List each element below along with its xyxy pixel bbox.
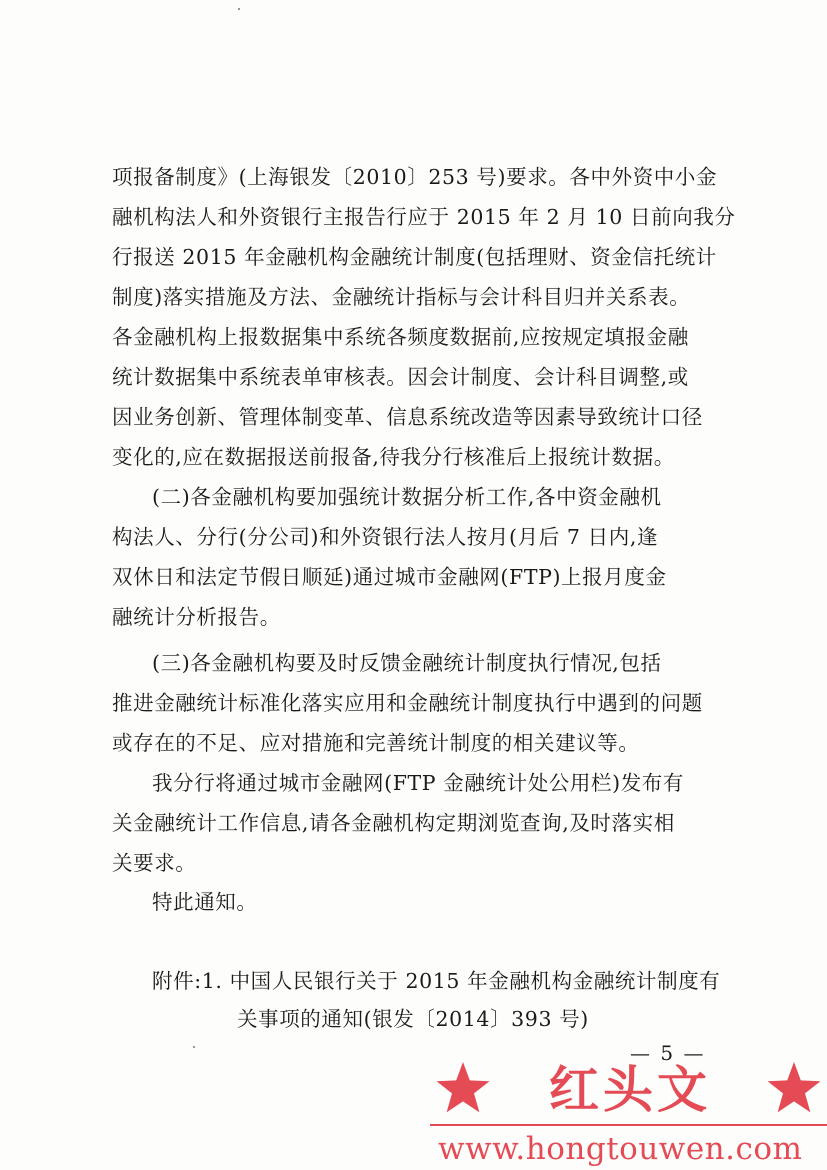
text-line: 推进金融统计标准化落实应用和金融统计制度执行中遇到的问题 [112,691,703,715]
scan-speck [193,1046,195,1048]
star-icon [765,1060,823,1118]
page-number: — 5 — [630,1041,706,1065]
text-line: 项报备制度》(上海银发〔2010〕253 号)要求。各中外资中小金 [112,165,718,189]
closing-line: 特此通知。 [152,890,258,914]
text-line: 行报送 2015 年金融机构金融统计制度(包括理财、资金信托统计 [112,245,717,269]
text-line: 各金融机构上报数据集中系统各频度数据前,应按规定填报金融 [112,325,689,349]
watermark-title: 红头文 [549,1061,711,1119]
attachment-line-continued: 关事项的通知(银发〔2014〕393 号) [237,1007,589,1031]
paragraph-2-heading-line: (二)各金融机构要加强统计数据分析工作,各中资金融机 [152,485,662,509]
text-line: 关要求。 [112,851,197,875]
text-line: 变化的,应在数据报送前报备,待我分行核准后上报统计数据。 [112,445,675,469]
watermark [430,1058,827,1170]
scan-speck [238,8,240,10]
watermark-divider [430,1124,827,1126]
text-line: 因业务创新、管理体制变革、信息系统改造等因素导致统计口径 [112,405,703,429]
text-line: 融统计分析报告。 [112,605,281,629]
star-icon [434,1060,492,1118]
text-line: 关金融统计工作信息,请各金融机构定期浏览查询,及时落实相 [112,811,675,835]
text-line: 或存在的不足、应对措施和完善统计制度的相关建议等。 [112,731,640,755]
text-line: 制度)落实措施及方法、金融统计指标与会计科目归并关系表。 [112,285,691,309]
watermark-url: www.hongtouwen.com [438,1131,803,1167]
attachment-line: 附件:1. 中国人民银行关于 2015 年金融机构金融统计制度有 [152,969,721,993]
watermark-banner [430,1058,827,1122]
text-line: 构法人、分行(分公司)和外资银行法人按月(月后 7 日内,逢 [112,525,659,549]
text-line: 双休日和法定节假日顺延)通过城市金融网(FTP)上报月度金 [112,565,667,589]
text-line: 统计数据集中系统表单审核表。因会计制度、会计科目调整,或 [112,365,689,389]
paragraph-3-heading-line: (三)各金融机构要及时反馈金融统计制度执行情况,包括 [152,651,662,675]
text-line: 融机构法人和外资银行主报告行应于 2015 年 2 月 10 日前向我分 [112,205,736,229]
paragraph-4-first-line: 我分行将通过城市金融网(FTP 金融统计处公用栏)发布有 [152,771,685,795]
